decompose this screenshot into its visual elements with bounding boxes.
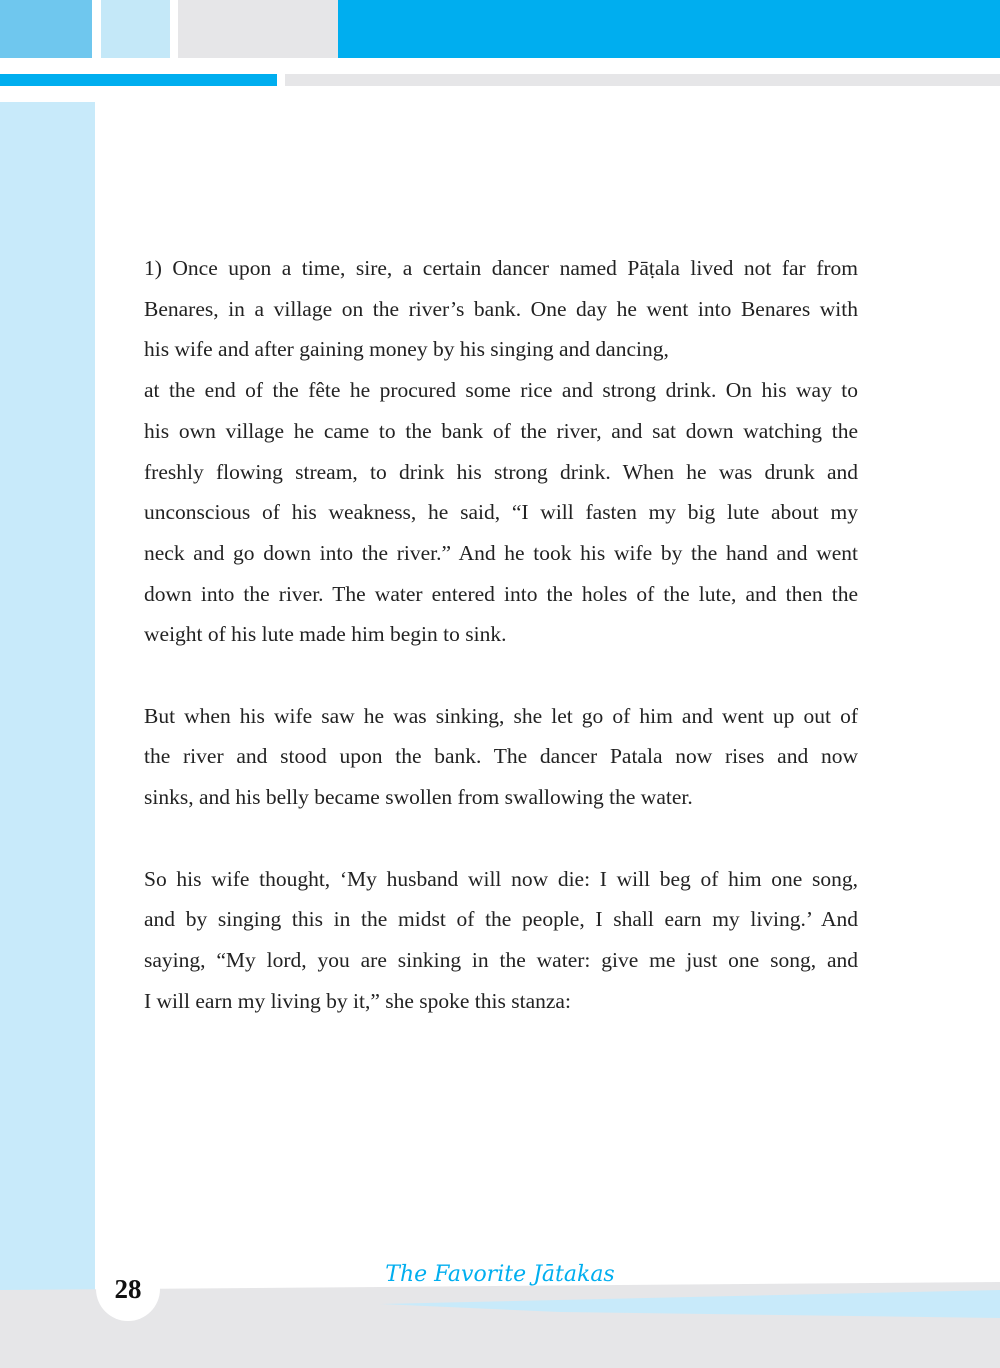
text-line: 1) Once upon a time, sire, a certain dancer named Pāṭala lived not far from (144, 256, 858, 280)
page-number: 28 (114, 1273, 142, 1304)
page-number-badge (96, 1257, 160, 1321)
text-line: and by singing this in the midst of the people, I shall earn my living.’ And (144, 907, 858, 932)
story-text (144, 248, 858, 1021)
text-line: So his wife thought, ‘My husband will now die: I will beg of him one song, (144, 866, 858, 891)
paragraph-3 (144, 859, 858, 1022)
paragraph-2 (144, 696, 858, 818)
text-line: sinks, and his belly became swollen from swallowing the water. (144, 785, 693, 810)
paragraph-1 (144, 248, 858, 655)
text-line: Benares, in a village on the river’s bank. One day he went into Benares with (144, 296, 858, 321)
book-title: The Favorite Jātakas (385, 1262, 615, 1287)
text-line: neck and go down into the river.” And he took his wife by the hand and went (144, 540, 858, 565)
text-line: his wife and after gaining money by his singing and dancing, (144, 337, 669, 362)
text-line: unconscious of his weakness, he said, “I will fasten my big lute about my (144, 500, 858, 525)
text-line: at the end of the fête he procured some rice and strong drink. On his way to (144, 378, 858, 403)
text-line: the river and stood upon the bank. The dancer Patala now rises and now (144, 744, 858, 769)
text-line: I will earn my living by it,” she spoke this stanza: (144, 988, 571, 1013)
text-line: weight of his lute made him begin to sink. (144, 622, 507, 647)
text-line: But when his wife saw he was sinking, she let go of him and went up out of (144, 703, 858, 728)
text-line: down into the river. The water entered into the holes of the lute, and then the (144, 581, 858, 606)
text-line: freshly flowing stream, to drink his strong drink. When he was drunk and (144, 459, 858, 484)
text-line: saying, “My lord, you are sinking in the water: give me just one song, and (144, 947, 858, 972)
text-line: his own village he came to the bank of the river, and sat down watching the (144, 418, 858, 443)
